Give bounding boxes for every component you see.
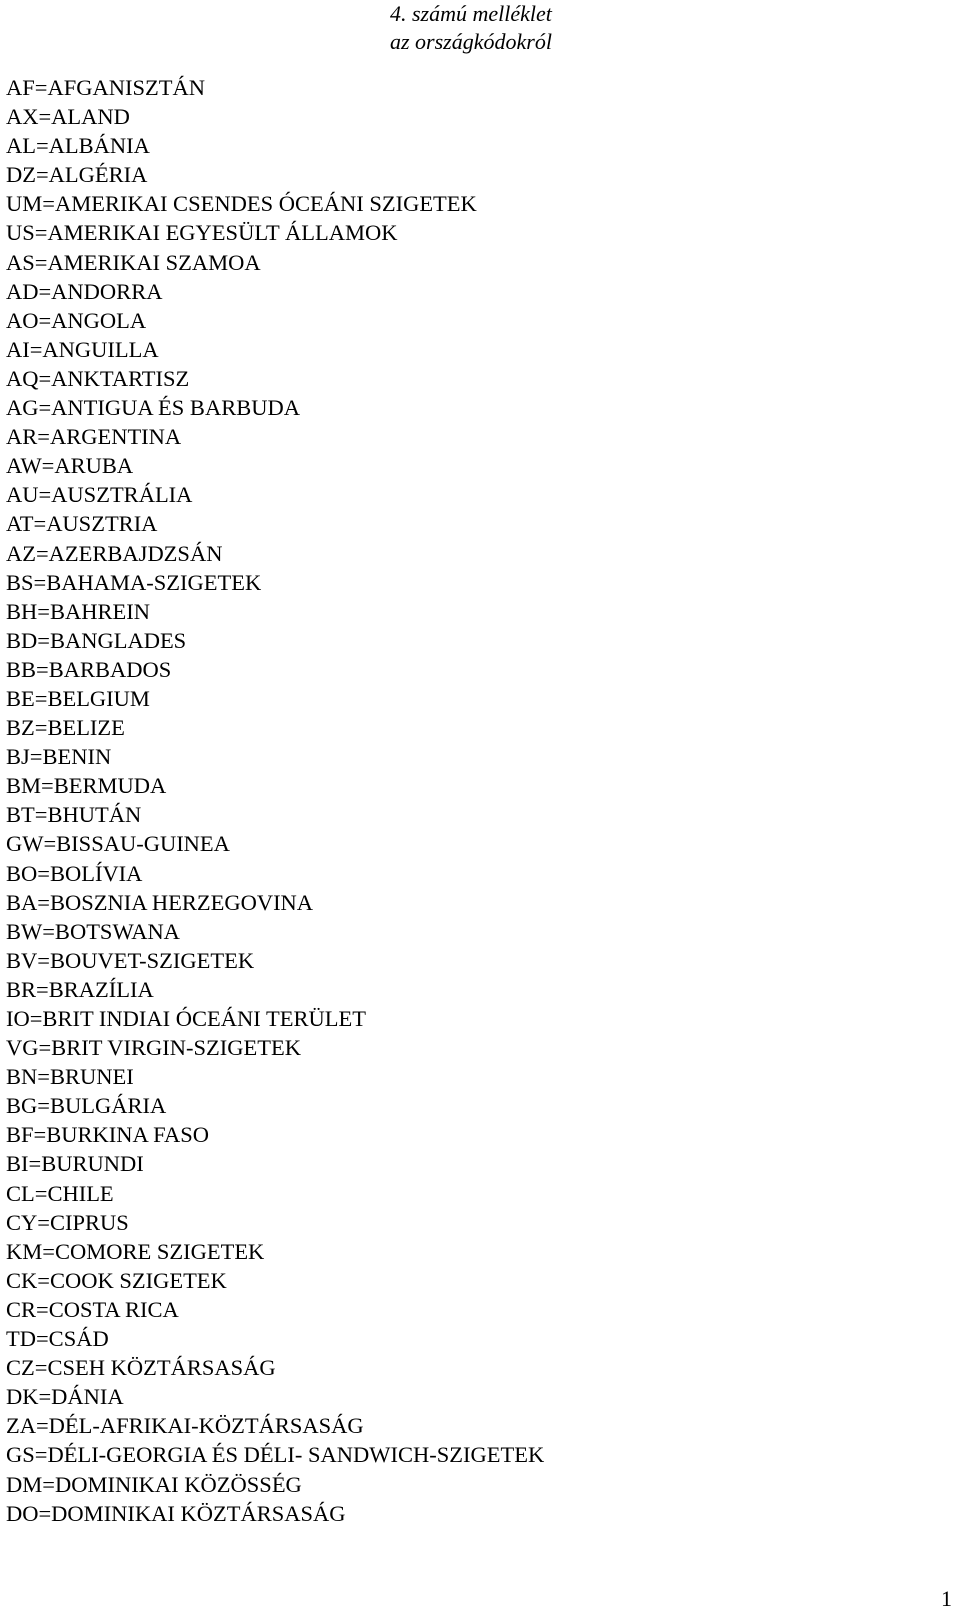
country-code-entry: ZA=DÉL-AFRIKAI-KÖZTÁRSASÁG [6,1413,364,1439]
country-code-entry: AD=ANDORRA [6,278,163,304]
country-code-entry: BH=BAHREIN [6,598,150,624]
country-code-entry: GS=DÉLI-GEORGIA ÉS DÉLI- SANDWICH-SZIGETEK [6,1442,545,1468]
country-code-entry: BE=BELGIUM [6,685,150,711]
page-number: 1 [941,1586,952,1611]
country-code-entry: AT=AUSZTRIA [6,511,158,537]
annex-title: 4. számú melléklet [390,1,552,26]
country-code-entry: BN=BRUNEI [6,1064,134,1090]
country-code-entry: KM=COMORE SZIGETEK [6,1238,265,1264]
country-code-entry: AI=ANGUILLA [6,336,159,362]
country-code-entry: DO=DOMINIKAI KÖZTÁRSASÁG [6,1500,346,1526]
country-code-entry: BF=BURKINA FASO [6,1122,209,1148]
country-code-entry: CY=CIPRUS [6,1209,129,1235]
country-code-entry: GW=BISSAU-GUINEA [6,831,230,857]
country-code-entry: CK=COOK SZIGETEK [6,1267,227,1293]
country-code-list [6,73,544,1528]
country-code-entry: CZ=CSEH KÖZTÁRSASÁG [6,1355,276,1381]
country-code-entry: IO=BRIT INDIAI ÓCEÁNI TERÜLET [6,1006,366,1031]
country-code-entry: AU=AUSZTRÁLIA [6,482,193,508]
country-code-entry: UM=AMERIKAI CSENDES ÓCEÁNI SZIGETEK [6,191,477,217]
country-code-entry: BJ=BENIN [6,744,112,770]
country-code-entry: BS=BAHAMA-SZIGETEK [6,569,262,595]
country-code-entry: BW=BOTSWANA [6,918,180,944]
country-code-entry: BV=BOUVET-SZIGETEK [6,947,255,973]
country-code-entry: AG=ANTIGUA ÉS BARBUDA [6,395,300,421]
country-code-entry: BZ=BELIZE [6,715,125,741]
country-code-entry: AW=ARUBA [6,453,134,479]
country-code-entry: BD=BANGLADES [6,627,187,653]
annex-header [390,0,552,56]
country-code-entry: AQ=ANKTARTISZ [6,365,190,391]
country-code-entry: DK=DÁNIA [6,1384,124,1410]
country-code-entry: AL=ALBÁNIA [6,133,150,159]
country-code-entry: BI=BURUNDI [6,1151,144,1177]
country-code-entry: CR=COSTA RICA [6,1296,179,1322]
country-code-entry: VG=BRIT VIRGIN-SZIGETEK [6,1035,301,1061]
country-code-entry: CL=CHILE [6,1180,114,1206]
country-code-entry: BR=BRAZÍLIA [6,976,154,1002]
country-code-entry: AZ=AZERBAJDZSÁN [6,540,223,566]
country-code-entry: BT=BHUTÁN [6,802,142,828]
country-code-entry: US=AMERIKAI EGYESÜLT ÁLLAMOK [6,220,398,246]
country-code-entry: BM=BERMUDA [6,773,167,799]
country-code-entry: BA=BOSZNIA HERZEGOVINA [6,889,314,915]
country-code-entry: AF=AFGANISZTÁN [6,75,205,100]
country-code-entry: DM=DOMINIKAI KÖZÖSSÉG [6,1471,302,1497]
country-code-entry: DZ=ALGÉRIA [6,162,148,188]
country-code-entry: AR=ARGENTINA [6,424,182,450]
country-code-entry: AX=ALAND [6,104,130,130]
country-code-entry: BG=BULGÁRIA [6,1093,167,1119]
country-code-entry: BB=BARBADOS [6,656,172,682]
country-code-entry: AS=AMERIKAI SZAMOA [6,249,261,275]
country-code-entry: AO=ANGOLA [6,307,147,333]
country-code-entry: BO=BOLÍVIA [6,860,143,886]
annex-subtitle: az országkódokról [390,29,552,54]
country-code-entry: TD=CSÁD [6,1326,109,1352]
